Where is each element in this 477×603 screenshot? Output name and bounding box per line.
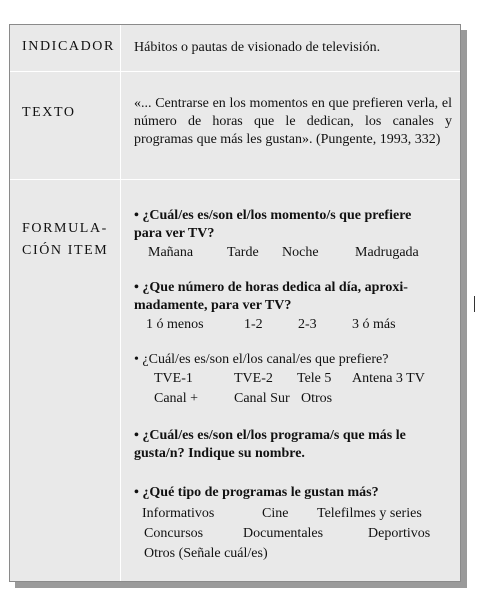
option-tele-5: Tele 5	[297, 371, 332, 386]
item-5	[134, 484, 452, 564]
item-3-question: • ¿Cuál/es es/son el/los canal/es que prefiere?	[134, 352, 389, 367]
option-concursos: Concursos	[144, 526, 204, 541]
option-cine: Cine	[262, 506, 289, 521]
option-2-3: 2-3	[298, 317, 317, 332]
option-otros-senale: Otros (Señale cuál/es)	[144, 546, 268, 561]
item-4	[134, 427, 452, 463]
item-5-options-row2	[134, 524, 452, 544]
option-madrugada: Madrugada	[355, 245, 419, 260]
table-shadow-bottom	[15, 582, 467, 588]
option-telefilmes: Telefilmes y series	[317, 506, 422, 521]
item-2-options	[134, 315, 452, 335]
option-canal-plus: Canal +	[154, 391, 199, 406]
item-4-question-line2: gusta/n? Indique su nombre.	[134, 446, 305, 461]
item-3-options-row2	[134, 389, 452, 409]
option-manana: Mañana	[148, 245, 194, 260]
label-texto: TEXTO	[22, 105, 76, 120]
margin-tick-mark	[474, 296, 475, 312]
item-5-options-row3	[134, 544, 452, 564]
option-documentales: Documentales	[243, 526, 324, 541]
option-1-o-menos: 1 ó menos	[146, 317, 204, 332]
item-2-question-line2: madamente, para ver TV?	[134, 298, 292, 313]
row-divider-1	[10, 71, 460, 72]
item-1-question-line2: para ver TV?	[134, 226, 215, 241]
option-tve-2: TVE-2	[234, 371, 273, 386]
item-1-options	[134, 243, 452, 263]
option-tve-1: TVE-1	[154, 371, 193, 386]
label-formulacion-line1: FORMULA-	[22, 221, 108, 236]
option-3-o-mas: 3 ó más	[352, 317, 396, 332]
texto-quote: «... Centrarse en los momentos en que prefieren verla, el número de horas que le dedican, los canales y programas que más les gustan». (Pungente, 1993, 332)	[134, 96, 452, 147]
indicador-text: Hábitos o pautas de visionado de televisión.	[134, 40, 381, 55]
item-2	[134, 279, 452, 335]
option-antena-3: Antena 3 TV	[352, 371, 425, 386]
label-indicador: INDICADOR	[22, 39, 115, 54]
item-3-options-row1	[134, 369, 452, 389]
item-4-question-line1: • ¿Cuál/es es/son el/los programa/s que más le	[134, 428, 406, 443]
item-2-question-line1: • ¿Que número de horas dedica al día, aproxi-	[134, 280, 408, 295]
label-formulacion-line2: CIÓN ITEM	[22, 243, 109, 258]
option-deportivos: Deportivos	[368, 526, 431, 541]
option-canal-sur: Canal Sur	[234, 391, 290, 406]
item-5-question: • ¿Qué tipo de programas le gustan más?	[134, 485, 379, 500]
row-divider-2	[10, 179, 460, 180]
option-informativos: Informativos	[142, 506, 215, 521]
option-tarde: Tarde	[227, 245, 259, 260]
item-5-options-row1	[134, 504, 452, 524]
option-1-2: 1-2	[244, 317, 263, 332]
table-shadow-right	[461, 30, 467, 588]
option-noche: Noche	[282, 245, 319, 260]
indicator-table	[9, 24, 461, 582]
column-divider	[120, 25, 121, 581]
item-1-question-line1: • ¿Cuál/es es/son el/los momento/s que prefiere	[134, 208, 412, 223]
option-otros: Otros	[301, 391, 333, 406]
item-1	[134, 207, 452, 263]
item-3	[134, 351, 452, 409]
